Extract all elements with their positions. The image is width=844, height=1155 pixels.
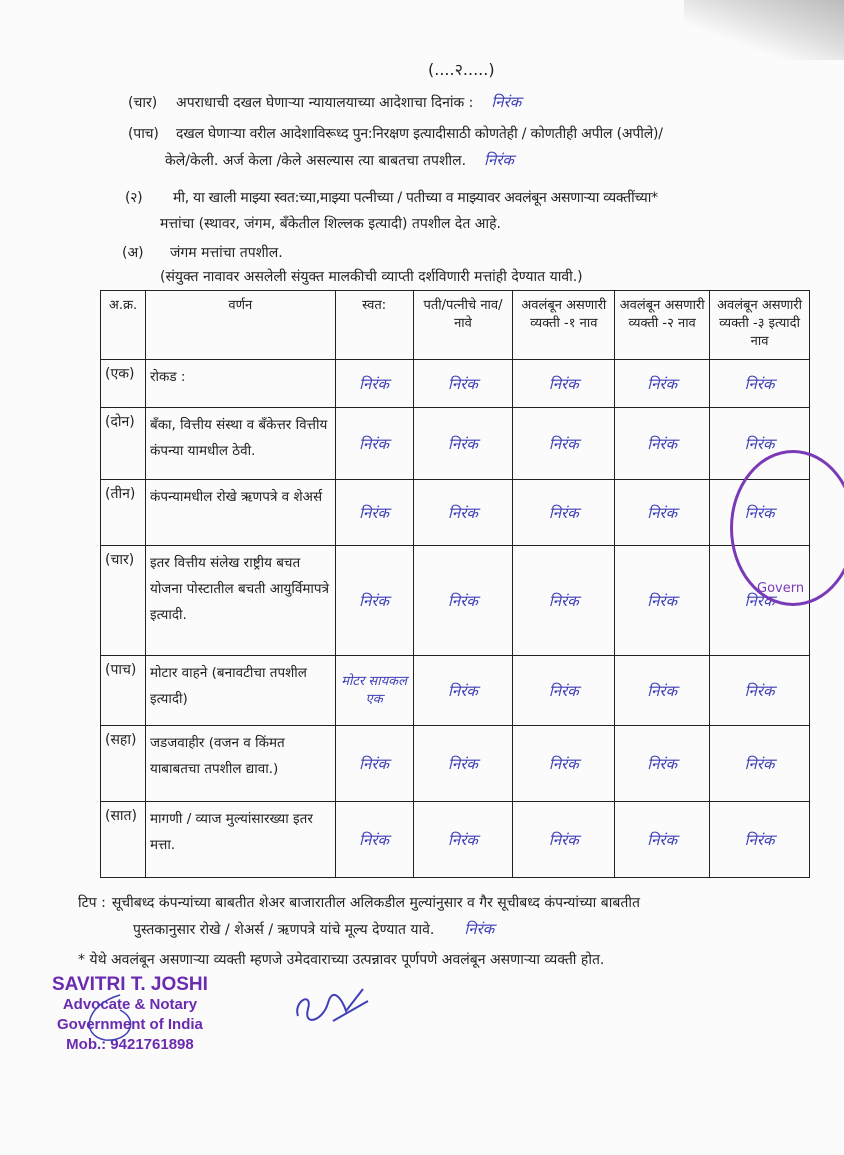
- note-label: टिप :: [78, 895, 106, 911]
- handwritten-value: निरंक: [413, 726, 513, 802]
- table-header-row: [101, 291, 810, 360]
- table-row: [101, 656, 810, 726]
- table-row: [101, 802, 810, 878]
- stamp-mobile: Mob.: 9421761898: [66, 1036, 194, 1053]
- item-num: (२): [125, 190, 143, 206]
- table-row: [101, 360, 810, 408]
- handwritten-answer: निरंक: [491, 93, 522, 111]
- row-number: (एक): [101, 360, 146, 408]
- row-number: (सहा): [101, 726, 146, 802]
- handwritten-value: निरंक: [513, 656, 615, 726]
- item-line: [125, 188, 658, 207]
- handwritten-value: निरंक: [413, 656, 513, 726]
- signature: [80, 990, 160, 1050]
- item-text: अपराधाची दखल घेणाऱ्या न्यायालयाच्या आदेशाचा दिनांक :: [176, 95, 474, 111]
- handwritten-value: निरंक: [615, 726, 710, 802]
- row-description: कंपन्यामधील रोखे ऋणपत्रे व शेअर्स: [145, 480, 335, 546]
- handwritten-value: निरंक: [710, 656, 810, 726]
- header-cell: वर्णन: [145, 291, 335, 360]
- handwritten-value: निरंक: [710, 546, 810, 656]
- row-number: (दोन): [101, 408, 146, 480]
- handwritten-value: निरंक: [513, 726, 615, 802]
- handwritten-value: निरंक: [335, 480, 413, 546]
- item-line: [160, 214, 501, 233]
- row-description: इतर वित्तीय संलेख राष्ट्रीय बचत योजना पोस्टातील बचती आयुर्विमापत्रे इत्यादी.: [145, 546, 335, 656]
- handwritten-value: निरंक: [335, 360, 413, 408]
- row-number: (सात): [101, 802, 146, 878]
- row-description: मागणी / व्याज मुल्यांसारख्या इतर मत्ता.: [145, 802, 335, 878]
- handwritten-value: निरंक: [335, 726, 413, 802]
- item-num: (चार): [128, 95, 158, 111]
- header-cell: पती/पत्नीचे नाव/ नावे: [413, 291, 513, 360]
- table-row: [101, 408, 810, 480]
- table-row: [101, 480, 810, 546]
- handwritten-value: निरंक: [513, 360, 615, 408]
- signature: [288, 981, 378, 1031]
- handwritten-value: निरंक: [710, 408, 810, 480]
- table-row: [101, 726, 810, 802]
- row-description: बँका, वित्तीय संस्था व बँकेत्तर वित्तीय कंपन्या यामधील ठेवी.: [145, 408, 335, 480]
- header-cell: अ.क्र.: [101, 291, 146, 360]
- handwritten-value: निरंक: [615, 546, 710, 656]
- row-description: रोकड :: [145, 360, 335, 408]
- item-line: [160, 267, 583, 286]
- row-description: जडजवाहीर (वजन व किंमत याबाबतचा तपशील द्यावा.): [145, 726, 335, 802]
- item-num: (अ): [122, 245, 144, 261]
- handwritten-value: निरंक: [513, 480, 615, 546]
- handwritten-value: निरंक: [413, 480, 513, 546]
- handwritten-value: निरंक: [615, 480, 710, 546]
- header-cell: अवलंबून असणारी व्यक्ती -३ इत्यादी नाव: [710, 291, 810, 360]
- row-number: (तीन): [101, 480, 146, 546]
- handwritten-value: निरंक: [413, 408, 513, 480]
- handwritten-value: निरंक: [413, 360, 513, 408]
- handwritten-value: निरंक: [335, 802, 413, 878]
- stamp-org: Government of India: [57, 1016, 203, 1033]
- row-description: मोटार वाहने (बनावटीचा तपशील इत्यादी): [145, 656, 335, 726]
- folded-corner: [684, 0, 844, 60]
- official-seal: [730, 450, 844, 606]
- handwritten-answer: निरंक: [484, 151, 514, 169]
- item-text: मी, या खाली माझ्या स्वत:च्या,माझ्या पत्नीच्या / पतीच्या व माझ्यावर अवलंबून असणाऱ्या व्यक्तींच्या*: [173, 190, 658, 206]
- item-line: [165, 150, 514, 170]
- header-cell: अवलंबून असणारी व्यक्ती -२ नाव: [615, 291, 710, 360]
- row-number: (चार): [101, 546, 146, 656]
- note: [78, 890, 818, 943]
- table-row: [101, 546, 810, 656]
- handwritten-value: निरंक: [335, 408, 413, 480]
- handwritten-answer: निरंक: [464, 920, 495, 938]
- seal-text: Govern: [757, 581, 805, 596]
- handwritten-value: निरंक: [710, 360, 810, 408]
- item-line: [128, 124, 663, 143]
- row-number: (पाच): [101, 656, 146, 726]
- note-text: सूचीबध्द कंपन्यांच्या बाबतीत शेअर बाजारातील अलिकडील मुल्यांनुसार व गैर सूचीबध्द कंपन्यांच्या बाबतीत: [111, 895, 640, 911]
- lower-section: [52, 290, 818, 1055]
- note-text: पुस्तकानुसार रोखे / शेअर्स / ऋणपत्रे यांचे मूल्य देण्यात यावे.: [133, 922, 435, 938]
- item-text: मत्तांचा (स्थावर, जंगम, बँकेतील शिल्लक इत्यादी) तपशील देत आहे.: [160, 216, 501, 232]
- page-marker: (....२.....): [428, 60, 495, 79]
- movable-assets-table: [100, 290, 810, 878]
- handwritten-value: निरंक: [513, 546, 615, 656]
- header-cell: अवलंबून असणारी व्यक्ती -१ नाव: [513, 291, 615, 360]
- handwritten-value: निरंक: [710, 802, 810, 878]
- item-text: केले/केली. अर्ज केला /केले असल्यास त्या बाबतचा तपशील.: [165, 153, 467, 169]
- handwritten-value: निरंक: [710, 726, 810, 802]
- handwritten-value: निरंक: [615, 656, 710, 726]
- handwritten-value: निरंक: [335, 546, 413, 656]
- handwritten-value: निरंक: [513, 408, 615, 480]
- handwritten-value: निरंक: [615, 408, 710, 480]
- item-text: दखल घेणाऱ्या वरील आदेशाविरूध्द पुन:निरक्षण इत्यादीसाठी कोणतेही / कोणतीही अपील (अपीले)/: [176, 126, 663, 142]
- item-text: (संयुक्त नावावर असलेली संयुक्त मालकीची व्याप्ती दर्शविणारी मत्तांही देण्यात यावी.): [160, 269, 583, 285]
- handwritten-value: निरंक: [413, 546, 513, 656]
- handwritten-value: निरंक: [513, 802, 615, 878]
- stamp-title: Advocate & Notary: [62, 996, 198, 1013]
- header-cell: स्वत:: [335, 291, 413, 360]
- signature-area: [52, 974, 818, 1055]
- handwritten-value: निरंक: [413, 802, 513, 878]
- footnote: * येथे अवलंबून असणाऱ्या व्यक्ती म्हणजे उमेदवाराच्या उत्पन्नावर पूर्णपणे अवलंबून असणाऱ्या व्यक्ती होत.: [78, 952, 605, 968]
- stamp-name: SAVITRI T. JOSHI: [52, 974, 208, 995]
- item-num: (पाच): [128, 126, 159, 142]
- handwritten-value: निरंक: [710, 480, 810, 546]
- item-line: [122, 243, 283, 262]
- item-text: जंगम मत्तांचा तपशील.: [170, 245, 283, 261]
- item-line: [128, 92, 521, 112]
- handwritten-value: मोटर सायकल एक: [335, 656, 413, 726]
- handwritten-value: निरंक: [615, 802, 710, 878]
- handwritten-value: निरंक: [615, 360, 710, 408]
